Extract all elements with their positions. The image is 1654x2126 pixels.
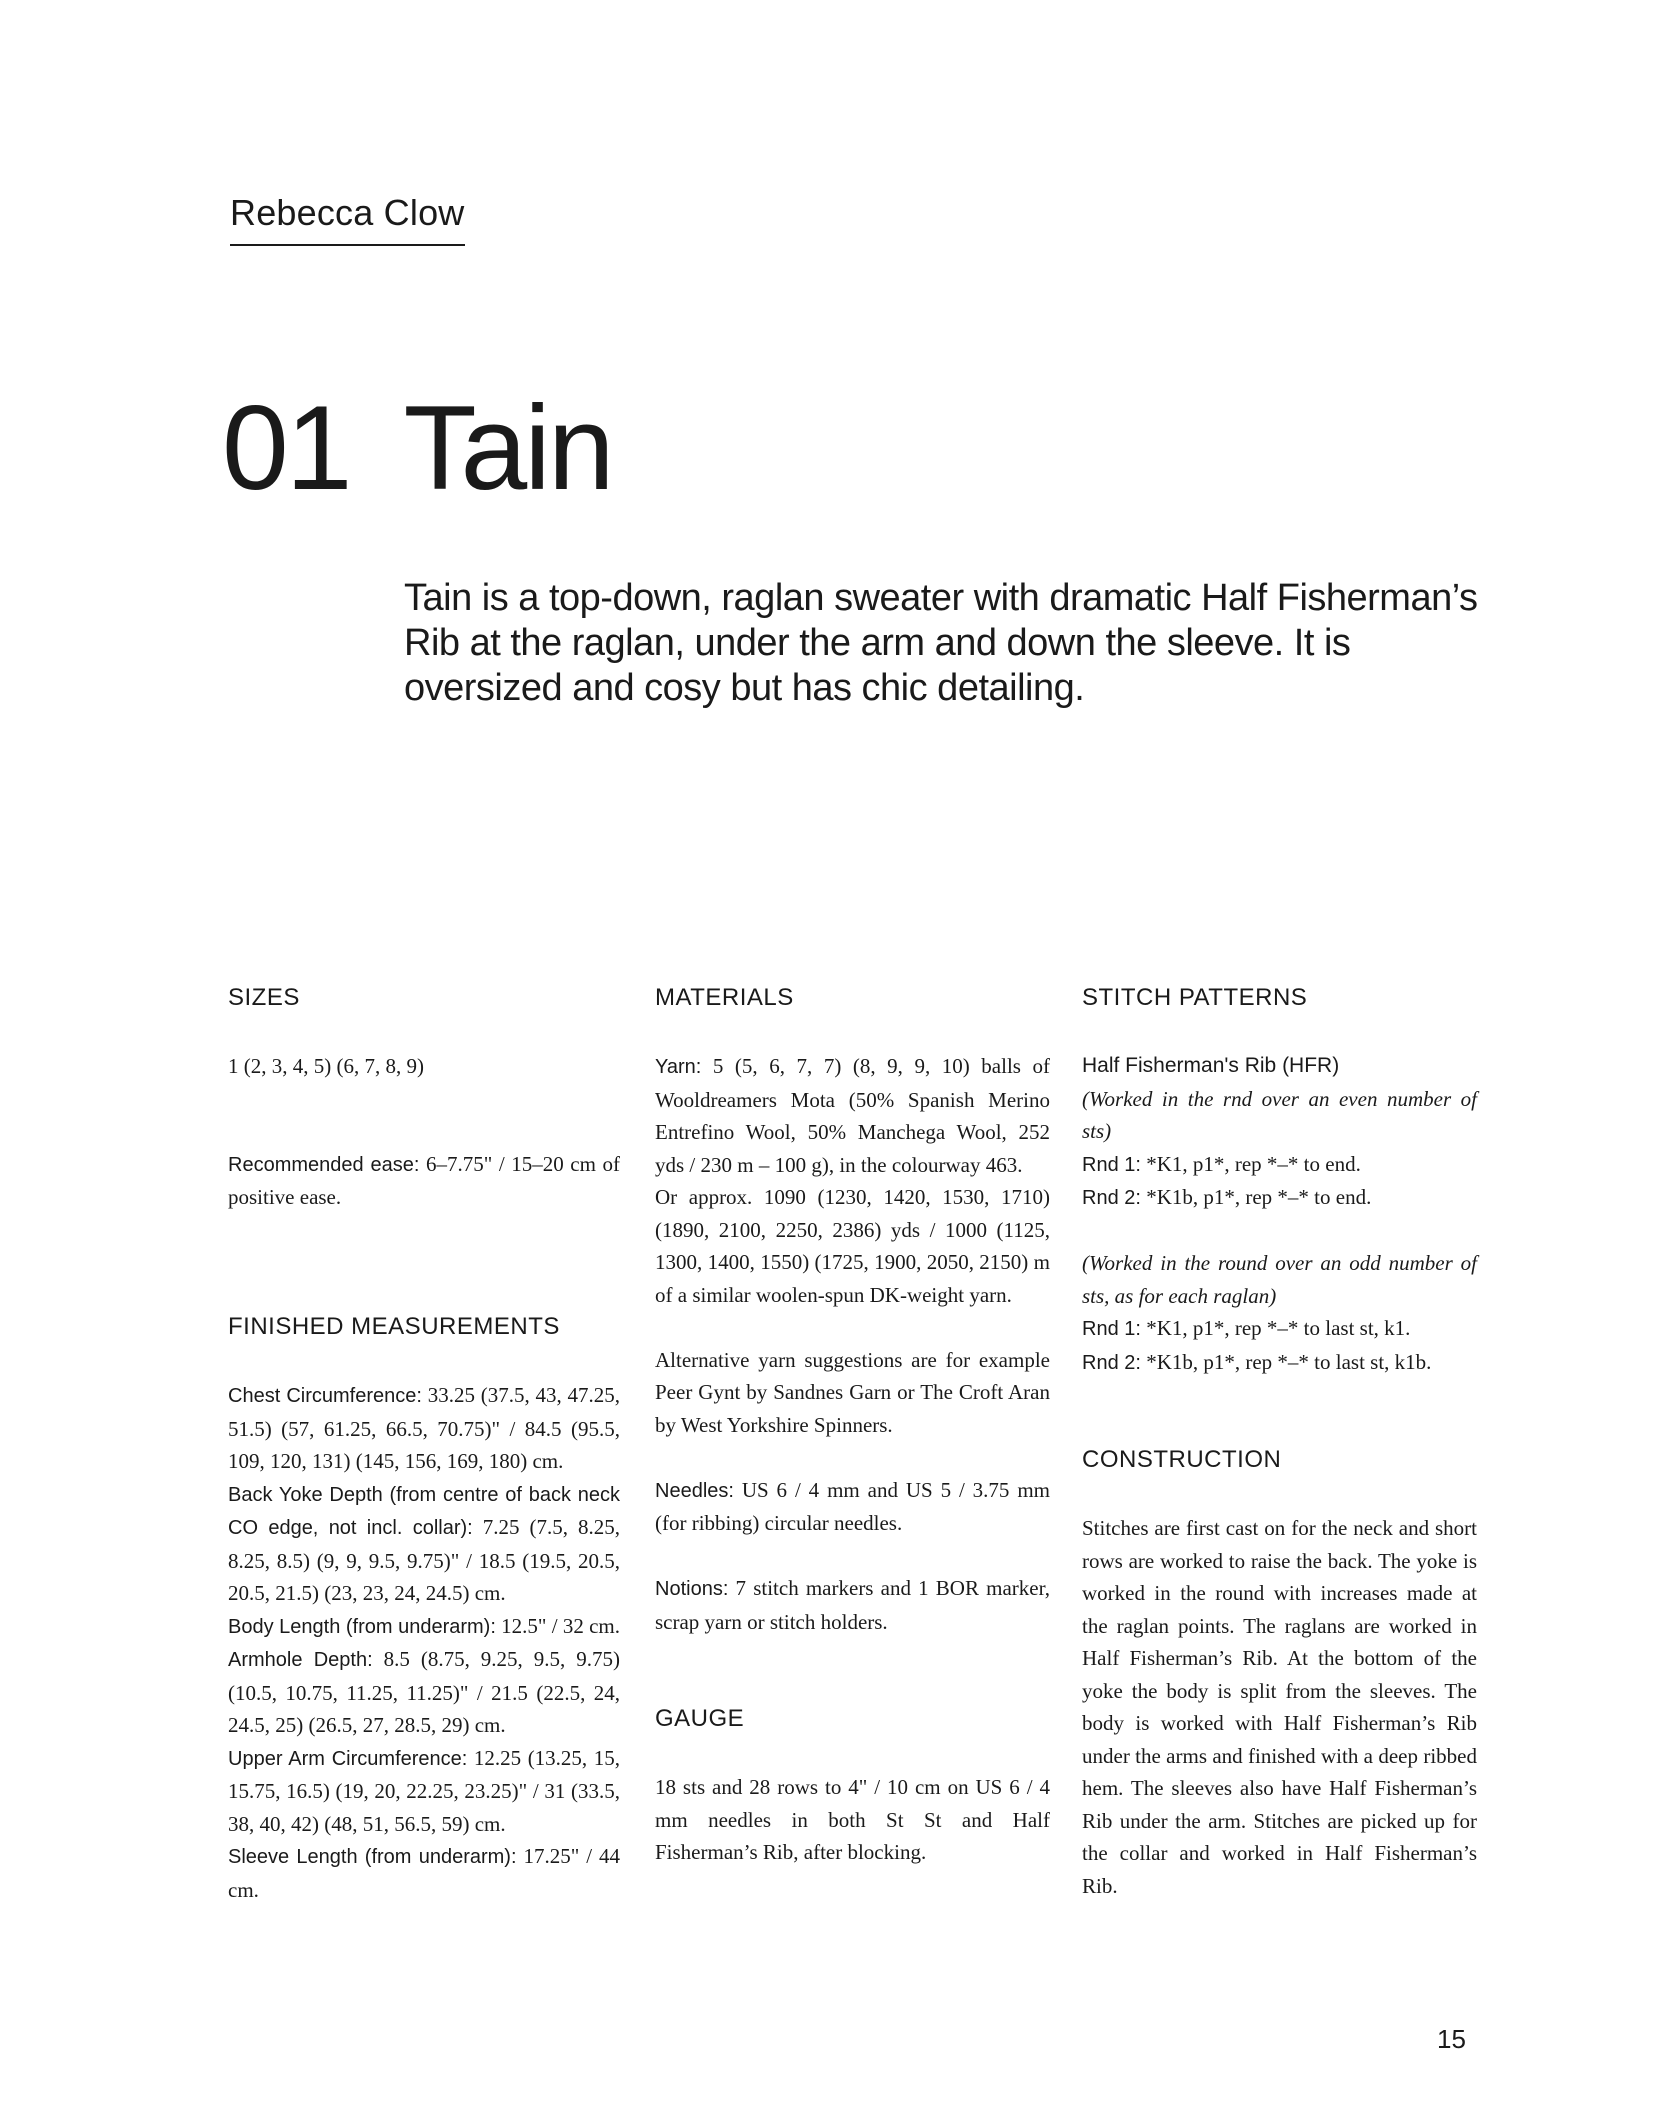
materials-heading: MATERIALS — [655, 984, 794, 1011]
yarn-alternatives: Alternative yarn suggestions are for example Peer Gynt by Sandnes Garn or The Croft Aran by West Yorkshire Spinners. — [655, 1347, 1050, 1437]
row-value: *K1, p1*, rep *–* to last st, k1. — [1140, 1316, 1411, 1340]
stitch-pattern-name: Half Fisherman's Rib (HFR) — [1082, 1054, 1340, 1077]
intro-paragraph: Tain is a top-down, raglan sweater with dramatic Half Fisherman’s Rib at the raglan, under the arm and down the sleeve. It is oversized and cosy but has chic detailing. — [404, 577, 1478, 709]
page-number: 15 — [1437, 2024, 1466, 2054]
recommended-ease — [228, 1148, 620, 1214]
stitch-patterns-heading: STITCH PATTERNS — [1082, 984, 1308, 1011]
measurement-upper-arm — [228, 1742, 620, 1841]
measurement-back-yoke — [228, 1478, 620, 1610]
measurement-value: 7.25 (7.5, 8.25, 8.25, 8.5) (9, 9, 9.5, 9.75)" / 18.5 (19.5, 20.5, 20.5, 21.5) (23, 23, 24, 24.5) cm. — [228, 1515, 621, 1605]
stitch-even-note: (Worked in the rnd over an even number of sts) — [1082, 1086, 1477, 1143]
notions-value: 7 stitch markers and 1 BOR marker, scrap yarn or stitch holders. — [655, 1576, 1050, 1634]
measurement-body-length — [228, 1610, 620, 1644]
measurement-chest — [228, 1379, 620, 1478]
measurement-value: 8.5 (8.75, 9.25, 9.5, 9.75) (10.5, 10.75, 11.25, 11.25)" / 21.5 (22.5, 24, 24.5, 25) (26.5, 27, 28.5, 29) cm. — [228, 1647, 620, 1737]
measurement-label: Sleeve Length (from underarm): — [228, 1846, 517, 1868]
needles-value: US 6 / 4 mm and US 5 / 3.75 mm (for ribbing) circular needles. — [655, 1477, 1050, 1535]
yarn-label: Yarn: — [655, 1056, 702, 1078]
stitch-odd-row — [1082, 1312, 1477, 1346]
construction-heading: CONSTRUCTION — [1082, 1446, 1282, 1473]
finished-measurements-heading: FINISHED MEASUREMENTS — [228, 1313, 560, 1340]
sizes-heading: SIZES — [228, 984, 300, 1011]
column-sizes-measurements — [228, 982, 620, 1906]
measurement-label: Upper Arm Circumference: — [228, 1747, 468, 1770]
row-label: Rnd 1: — [1082, 1318, 1141, 1340]
measurement-value: 12.5" / 32 cm. — [495, 1613, 620, 1638]
gauge-heading: GAUGE — [655, 1705, 745, 1732]
row-value: *K1b, p1*, rep *–* to last st, k1b. — [1140, 1349, 1432, 1374]
measurement-label: Chest Circumference: — [228, 1385, 422, 1407]
gauge-text: 18 sts and 28 rows to 4" / 10 cm on US 6 / 4 mm needles in both St St and Half Fisherman’s Rib, after blocking. — [655, 1775, 1050, 1864]
sizes-list: 1 (2, 3, 4, 5) (6, 7, 8, 9) — [228, 1054, 424, 1078]
row-value: *K1b, p1*, rep *–* to end. — [1140, 1185, 1372, 1209]
measurement-value: 17.25" / 44 cm. — [228, 1844, 620, 1902]
measurement-label: Back Yoke Depth (from centre of back neck CO edge, not incl. collar): — [228, 1483, 620, 1539]
measurement-value: 33.25 (37.5, 43, 47.25, 51.5) (57, 61.25, 66.5, 70.75)" / 84.5 (95.5, 109, 120, 131) (145, 156, 169, 180) cm. — [228, 1383, 620, 1473]
column-stitch-construction — [1082, 982, 1477, 1902]
measurement-sleeve-length — [228, 1840, 620, 1906]
ease-label: Recommended ease: — [228, 1153, 420, 1176]
notions-spec — [655, 1572, 1050, 1638]
measurement-label: Body Length (from underarm): — [228, 1615, 496, 1638]
ease-value: 6–7.75" / 15–20 cm of positive ease. — [228, 1151, 621, 1209]
construction-text: Stitches are first cast on for the neck and short rows are worked to raise the back. The yoke is worked in the round with increases made at the raglan points. The raglans are worked in Half Fisherman’s Rib. At the bottom of the yoke the body is split from the sleeves. The body is worked with Half Fisherman’s Rib under the arms and finished with a deep ribbed hem. The sleeves also have Half Fisherman’s Rib under the arm. Stitches are picked up for the collar and worked in Half Fisherman’s Rib. — [1082, 1516, 1477, 1898]
row-label: Rnd 2: — [1082, 1187, 1141, 1209]
row-label: Rnd 1: — [1082, 1153, 1141, 1176]
measurement-armhole — [228, 1643, 620, 1742]
notions-label: Notions: — [655, 1578, 729, 1600]
needles-label: Needles: — [655, 1479, 734, 1502]
author-name: Rebecca Clow — [230, 192, 465, 246]
yarn-value: 5 (5, 6, 7, 7) (8, 9, 9, 10) balls of Wooldreamers Mota (50% Spanish Merino Entrefino Wool, 50% Manchega Wool, 252 yds / 230 m – 100 g), in the colourway 463. — [655, 1054, 1050, 1177]
pattern-title — [222, 381, 612, 515]
yarn-alternative-amount: Or approx. 1090 (1230, 1420, 1530, 1710) (1890, 2100, 2250, 2386) yds / 1000 (1125, 1300, 1400, 1550) (1725, 1900, 2050, 2150) m of a similar woolen-spun DK-weight yarn. — [655, 1185, 1050, 1307]
needles-spec — [655, 1474, 1050, 1540]
measurement-label: Armhole Depth: — [228, 1649, 373, 1671]
pattern-number: 01 — [222, 381, 350, 515]
row-value: *K1, p1*, rep *–* to end. — [1140, 1151, 1361, 1176]
stitch-odd-row — [1082, 1346, 1477, 1380]
column-materials-gauge — [655, 982, 1050, 1869]
stitch-even-row — [1082, 1148, 1477, 1182]
pattern-name: Tain — [403, 381, 612, 515]
row-label: Rnd 2: — [1082, 1351, 1141, 1374]
stitch-even-row — [1082, 1181, 1477, 1215]
yarn-spec — [655, 1050, 1050, 1181]
stitch-odd-note: (Worked in the round over an odd number of sts, as for each raglan) — [1082, 1251, 1477, 1308]
measurement-value: 12.25 (13.25, 15, 15.75, 16.5) (19, 20, 22.25, 23.25)" / 31 (33.5, 38, 40, 42) (48, 51, 56.5, 59) cm. — [228, 1745, 620, 1836]
